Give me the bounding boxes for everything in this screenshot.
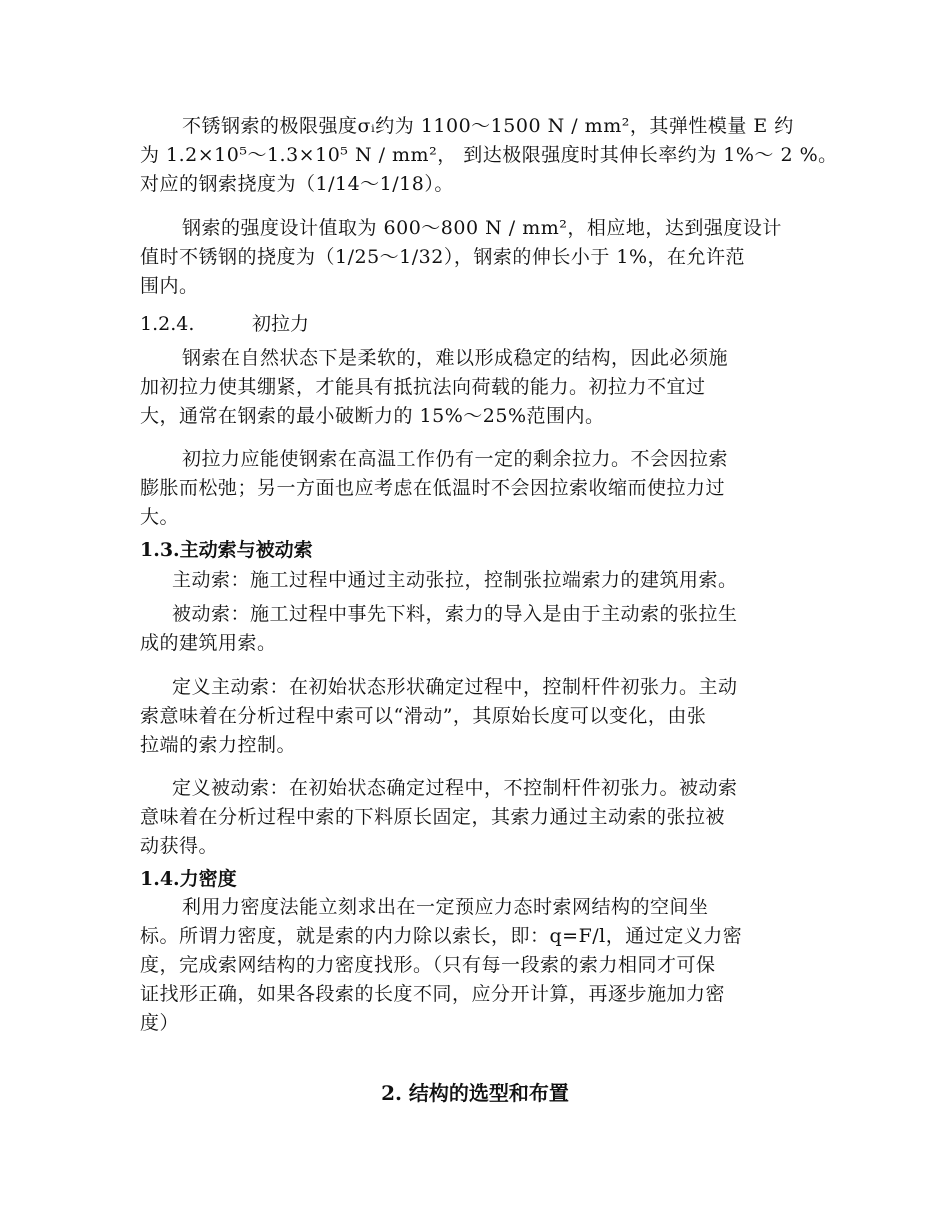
text-line: 主动索：施工过程中通过主动张拉，控制张拉端索力的建筑用索。 <box>172 569 738 591</box>
text-line: 值时不锈钢的挠度为（1/25～1/32），钢索的伸长小于 1%，在允许范 <box>140 246 746 268</box>
text-line: 意味着在分析过程中索的下料原长固定，其索力通过主动索的张拉被 <box>140 806 726 828</box>
text-line: 度，完成索网结构的力密度找形。（只有每一段索的索力相同才可保 <box>140 954 716 976</box>
text-line: 对应的钢索挠度为（1/14～1/18）。 <box>140 173 454 195</box>
text-line: 利用力密度法能立刻求出在一定预应力态时索网结构的空间坐 <box>182 896 709 918</box>
text-line: 不锈钢索的极限强度σᵢ约为 1100～1500 N / mm²，其弹性模量 E 约 <box>182 115 794 137</box>
paragraph-temperature <box>140 445 808 532</box>
text-line: 证找形正确，如果各段索的长度不同，应分开计算，再逐步施加力密 <box>140 983 726 1005</box>
paragraph-force-density <box>140 893 808 1038</box>
text-line: 动获得。 <box>140 835 219 857</box>
text-line: 定义被动索：在初始状态确定过程中，不控制杆件初张力。被动索 <box>172 777 738 799</box>
section-number: 1.2.4. <box>140 313 195 335</box>
text-line: 围内。 <box>140 275 199 297</box>
text-line: 度） <box>140 1012 180 1034</box>
paragraph-initial-tension <box>140 344 808 431</box>
text-line: 膨胀而松弛；另一方面也应考虑在低温时不会因拉索收缩而使拉力过 <box>140 477 726 499</box>
text-line: 为 1.2×10⁵～1.3×10⁵ N / mm²， 到达极限强度时其伸长率约为 1%～ 2 %。 <box>140 144 838 166</box>
text-line: 钢索的强度设计值取为 600～800 N / mm²，相应地，达到强度设计 <box>182 217 782 239</box>
text-line: 钢索在自然状态下是柔软的，难以形成稳定的结构，因此必须施 <box>182 347 729 369</box>
text-line: 标。所谓力密度，就是索的内力除以索长，即：q=F/l，通过定义力密 <box>140 925 743 947</box>
text-line: 成的建筑用索。 <box>140 632 277 654</box>
paragraph-define-active <box>140 673 808 760</box>
text-line: 大。 <box>140 506 180 528</box>
paragraph-design-strength <box>140 214 808 301</box>
paragraph-define-passive <box>140 774 808 861</box>
section-heading-1-3: 1.3.主动索与被动索 <box>140 539 313 561</box>
paragraph-passive-cable <box>140 600 808 658</box>
text-line: 加初拉力使其绷紧，才能具有抵抗法向荷载的能力。初拉力不宜过 <box>140 376 706 398</box>
paragraph-active-cable <box>140 566 808 595</box>
text-line: 大，通常在钢索的最小破断力的 15%～25%范围内。 <box>140 405 605 427</box>
section-heading-1-4: 1.4.力密度 <box>140 868 237 890</box>
section-title: 初拉力 <box>252 313 310 335</box>
section-heading-1-2-4 <box>140 310 309 339</box>
paragraph-ultimate-strength <box>140 112 838 199</box>
chapter-heading-2: 2. 结构的选型和布置 <box>381 1081 569 1105</box>
text-line: 被动索：施工过程中事先下料，索力的导入是由于主动索的张拉生 <box>172 603 738 625</box>
text-line: 索意味着在分析过程中索可以“滑动”，其原始长度可以变化，由张 <box>140 705 707 727</box>
text-line: 定义主动索：在初始状态形状确定过程中，控制杆件初张力。主动 <box>172 676 738 698</box>
text-line: 拉端的索力控制。 <box>140 734 297 756</box>
text-line: 初拉力应能使钢索在高温工作仍有一定的剩余拉力。不会因拉索 <box>182 448 729 470</box>
